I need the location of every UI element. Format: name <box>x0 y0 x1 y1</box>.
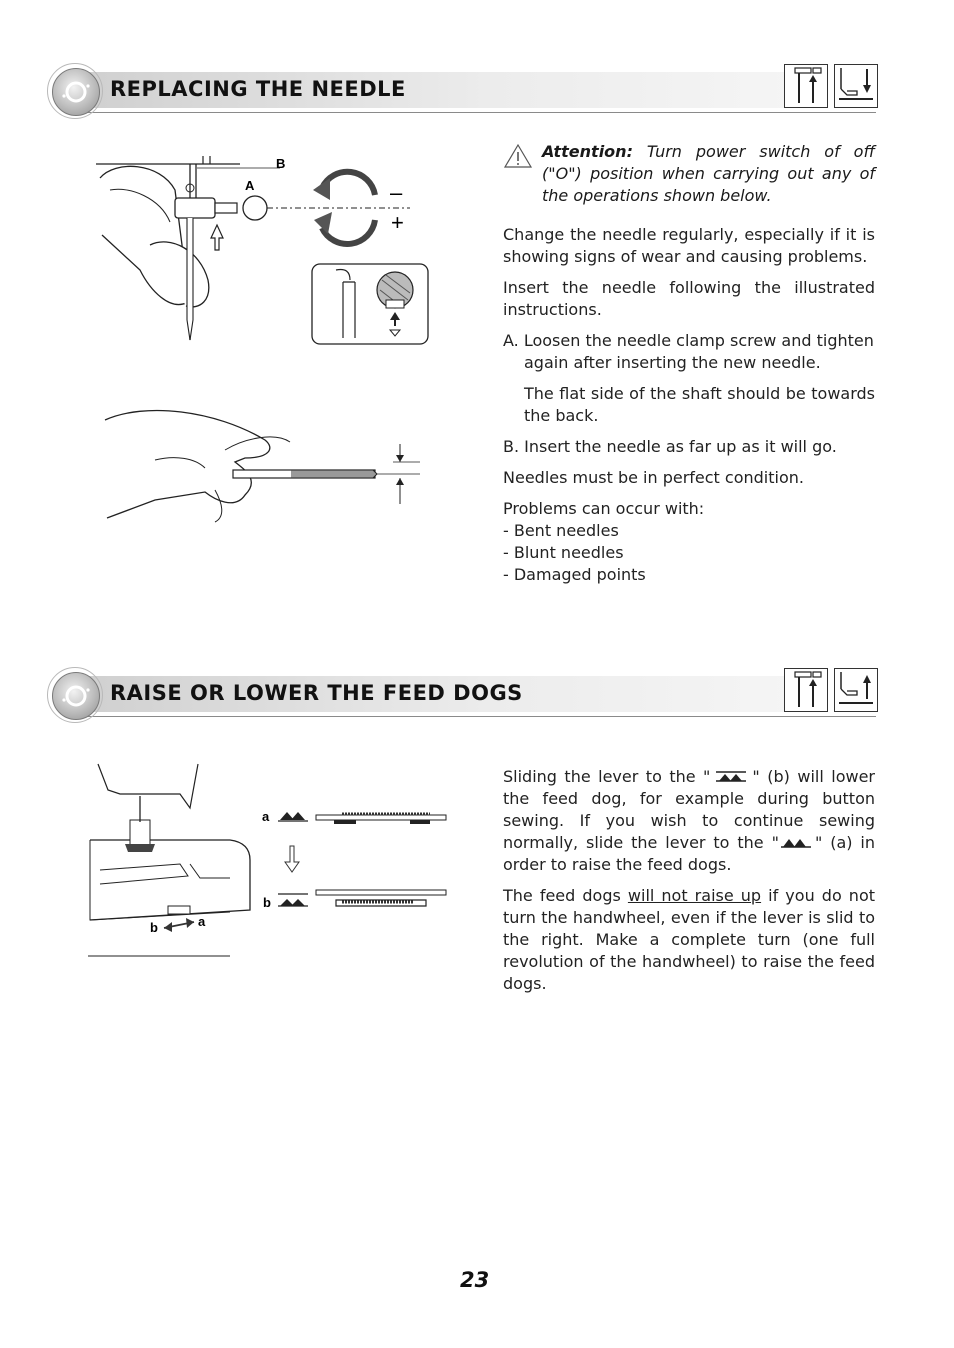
paragraph-change-needle: Change the needle regularly, especially if it is showing signs of wear and causing problems. <box>503 225 875 266</box>
label-a: a <box>198 914 206 929</box>
section-bullet-icon <box>52 68 100 116</box>
step-a: A. Loosen the needle clamp screw and tighten <box>503 331 874 350</box>
attention-label: Attention: <box>542 142 633 161</box>
label-minus: – <box>390 180 403 205</box>
feed-dog-raised-icon <box>779 835 815 849</box>
list-item: - Blunt needles <box>503 543 624 562</box>
presser-foot-down-icon <box>834 64 878 108</box>
section-header-feed-dogs <box>50 670 876 720</box>
section-bullet-icon <box>52 672 100 720</box>
list-item: - Bent needles <box>503 521 619 540</box>
label-b: B <box>276 156 286 171</box>
needle-clamp-illustration <box>90 150 440 360</box>
paragraph-flat-side: The flat side of the shaft should be towards the back. <box>524 384 875 425</box>
needle-flat-side-illustration <box>95 400 430 525</box>
needle-up-icon <box>784 668 828 712</box>
feed-dog-lowered-icon <box>710 769 752 783</box>
paragraph-problems: Problems can occur with: <box>503 499 705 518</box>
step-b: B. Insert the needle as far up as it will go. <box>503 437 837 456</box>
needle-instructions <box>503 224 875 586</box>
feed-dog-lever-illustration <box>80 760 450 970</box>
list-item: - Damaged points <box>503 565 646 584</box>
warning-triangle-icon <box>503 143 533 169</box>
feed-dog-instructions <box>503 766 875 1004</box>
presser-foot-up-icon <box>834 668 878 712</box>
attention-notice <box>503 141 875 207</box>
section-title: REPLACING THE NEEDLE <box>110 77 406 101</box>
attention-text: Turn power switch of off ("O") position when carrying out any of the operations shown below. <box>542 142 876 205</box>
page-number: 23 <box>460 1268 490 1292</box>
paragraph-insert-needle: Insert the needle following the illustrated instructions. <box>503 278 875 319</box>
label-b: b <box>150 920 158 935</box>
paragraph-handwheel: The feed dogs will not raise up if you do not turn the handwheel, even if the lever is slid to the right. Make a complete turn (one full revolution of the handwheel) to raise the feed dogs. <box>503 886 876 993</box>
needle-up-icon <box>784 64 828 108</box>
label-a: A <box>245 178 255 193</box>
label-b: b <box>263 895 271 910</box>
step-a-continued: again after inserting the new needle. <box>524 353 821 372</box>
label-a: a <box>262 809 270 824</box>
section-title: RAISE OR LOWER THE FEED DOGS <box>110 681 523 705</box>
label-plus: + <box>391 210 404 235</box>
paragraph-perfect-condition: Needles must be in perfect condition. <box>503 468 804 487</box>
paragraph-sliding-lever: Sliding the lever to the " " (b) will lower the feed dog, for example during button sewing. If you wish to continue sewing normally, slide the lever to the " " (a) in order to raise the feed dogs. <box>503 767 876 874</box>
section-header-replacing-needle <box>50 66 876 116</box>
